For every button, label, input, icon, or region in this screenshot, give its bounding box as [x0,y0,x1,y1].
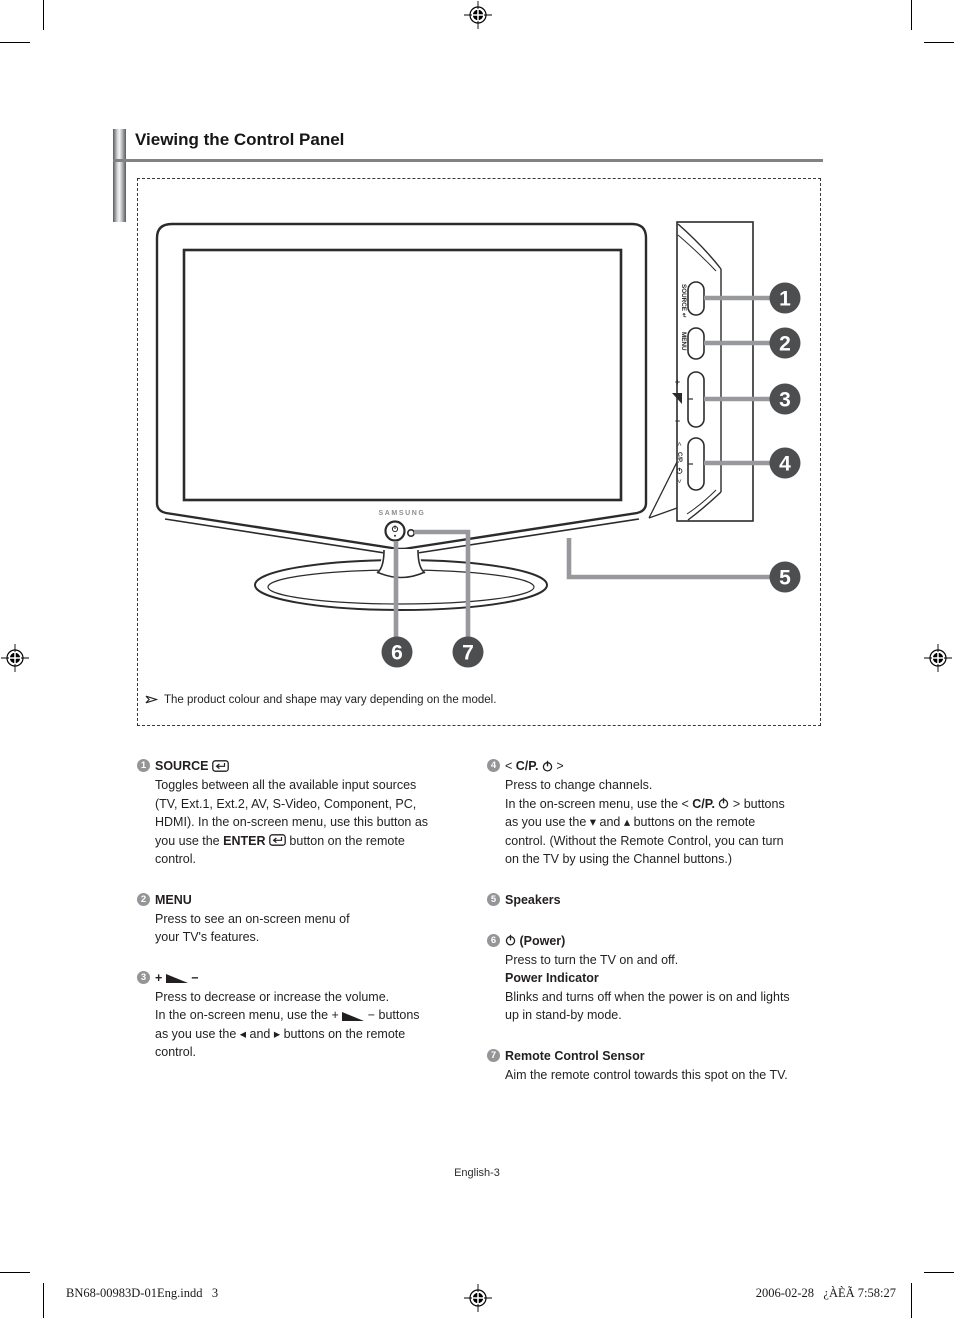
svg-text:6: 6 [391,641,403,665]
page-number: English-3 [454,1167,500,1179]
item-body: Aim the remote control towards this spot on the TV. [505,1067,788,1082]
registration-mark-right [923,643,953,673]
panel-channel-up-label: < [675,442,682,447]
svg-text:7: 7 [462,641,474,665]
item-body: Press to see an on-screen menu of your TV's features. [155,911,350,944]
item-bullet: 6 [487,934,500,947]
item-speakers [487,891,837,910]
item-menu [137,891,482,947]
item-bullet: 2 [137,893,150,906]
panel-menu-button [688,328,704,359]
item-bullet: 1 [137,759,150,772]
detail-callout-wedge [649,462,677,518]
print-timestamp: 2006-02-28 ¿ÀÈÃ 7:58:27 [755,1286,896,1300]
power-button [386,522,405,541]
print-rule-left [43,1283,44,1318]
panel-menu-label: MENU [680,332,687,351]
svg-text:3: 3 [779,388,791,412]
item-body: Press to turn the TV on and off. Power Indicator Blinks and turns off when the power is on and lights up in stand-by mode. [505,952,790,1022]
wedge-icon [166,971,188,985]
callout-5 [770,562,801,593]
callout-3 [770,384,801,415]
item-heading: MENU [155,892,192,907]
page-title: Viewing the Control Panel [135,130,345,149]
column-left [137,757,482,1084]
side-panel [649,222,753,521]
item-source [137,757,482,869]
item-heading: < C/P. > [505,759,564,773]
item-bullet: 7 [487,1049,500,1062]
svg-text:4: 4 [779,452,791,476]
item-bullet: 4 [487,759,500,772]
callout-1 [770,283,801,314]
section-rule [113,159,823,162]
panel-source-label: SOURCE ↵ [680,284,687,318]
crop-mark-bottom-left-h [0,1272,30,1273]
figure-note [145,693,496,708]
item-heading: Speakers [505,892,561,907]
leader-line-5 [569,538,772,577]
enter-icon [212,759,229,773]
item-heading: SOURCE [155,757,428,776]
registration-mark-top [463,0,493,30]
item-heading: + − [155,970,199,985]
callout-2 [770,328,801,359]
crop-mark-top-right-v [911,0,912,30]
callout-7 [453,637,484,668]
item-bullet: 3 [137,971,150,984]
panel-source-button [688,282,704,315]
item-body: Press to decrease or increase the volume. In the on-screen menu, use the + − buttons as you use the ◂ and ▸ buttons on the remote control. [155,989,420,1059]
item-body: Toggles between all the available input sources (TV, Ext.1, Ext.2, AV, S-Video, Component, PC, HDMI). In the on-screen menu, use this button as you use the ENTER button on the remote control. [155,778,429,866]
print-filename: BN68-00983D-01Eng.indd 3 [66,1286,219,1300]
item-volume [137,969,482,1062]
item-heading: Remote Control Sensor [505,1048,645,1063]
panel-volume-minus-label: − [674,416,681,426]
crop-mark-top-right-h [924,42,954,43]
remote-sensor [408,530,414,536]
note-arrow-icon [145,693,159,708]
print-rule-right [911,1283,912,1318]
power-icon [718,797,729,811]
power-icon [542,759,553,773]
wedge-icon [342,1008,364,1022]
callout-4 [770,448,801,479]
panel-channel-down-label: > [675,479,682,484]
svg-text:1: 1 [779,287,791,311]
panel-volume-plus-label: + [674,377,681,387]
column-right [487,757,837,1106]
figure-box [137,178,821,726]
item-body: Press to change channels. In the on-screen menu, use the < C/P. > buttons as you use the ▾ and ▴ buttons on the remote control. (Without the Remote Control, you can turn on the TV by using the Channel buttons.) [505,778,785,866]
samsung-logo: SAMSUNG [378,510,426,517]
power-icon [505,934,516,948]
crop-mark-top-left-h [0,42,30,43]
item-heading: (Power) [505,932,790,951]
figure-note-text: The product colour and shape may vary depending on the model. [164,694,497,707]
registration-mark-bottom [463,1283,493,1313]
tv-diagram [138,179,822,727]
tv-screen [184,250,621,500]
callout-6 [382,637,413,668]
registration-mark-left [0,643,30,673]
svg-text:5: 5 [779,566,791,590]
item-channel [487,757,837,869]
item-remote-sensor [487,1047,837,1085]
crop-mark-bottom-right-h [924,1272,954,1273]
section-accent-bar [113,129,126,222]
item-power [487,932,837,1025]
item-bullet: 5 [487,893,500,906]
enter-icon [269,834,286,848]
panel-channel-label: C/P. [676,452,682,463]
svg-text:2: 2 [779,332,791,356]
crop-mark-top-left-v [43,0,44,30]
